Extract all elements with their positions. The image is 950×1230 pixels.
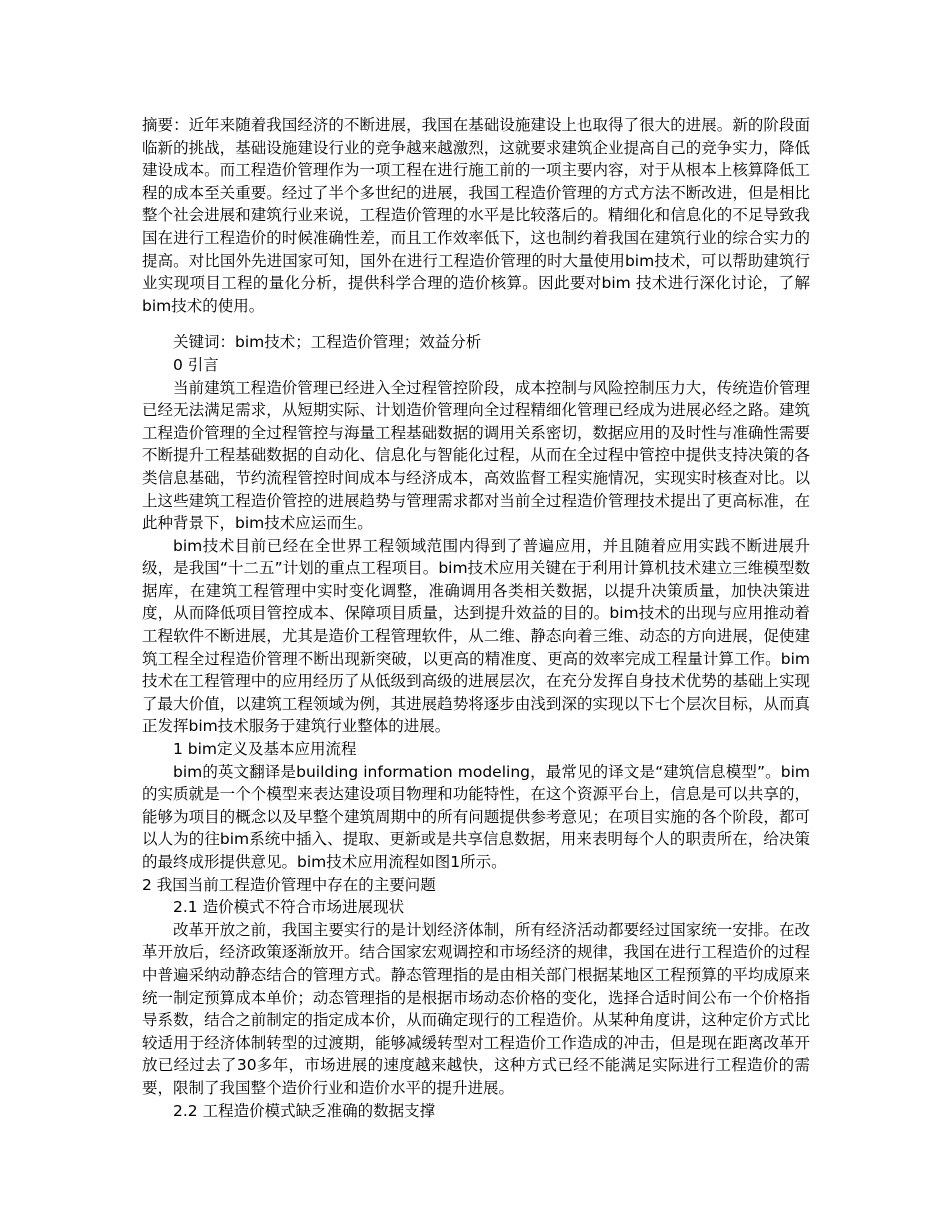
section-2-heading: 2 我国当前工程造价管理中存在的主要问题 bbox=[142, 875, 436, 894]
abstract-paragraph: 摘要：近年来随着我国经济的不断进展，我国在基础设施建设上也取得了很大的进展。新的阶段面临新的挑战，基础设施建设行业的竞争越来越激烈，这就要求建筑企业提高自己的竞争实力，降低建设成本。而工程造价管理作为一项工程在进行施工前的一项主要内容，对于从根本上核算降低工程的成本至关重要。经过了半个多世纪的进展，我国工程造价管理的方式方法不断改进，但是相比整个社会进展和建筑行业来说，工程造价管理的水平是比较落后的。精细化和信息化的不足导致我国在进行工程造价的时候准确性差，而且工作效率低下，这也制约着我国在建筑行业的综合实力的提高。对比国外先进国家可知，国外在进行工程造价管理的时大量使用bim技术，可以帮助建筑行业实现项目工程的量化分析，提供科学合理的造价核算。因此要对bim 技术进行深化讨论，了解bim技术的使用。 bbox=[142, 116, 810, 315]
section-2-1-heading: 2.1 造价模式不符合市场进展现状 bbox=[173, 898, 405, 917]
section-2-1-paragraph-1: 改革开放之前，我国主要实行的是计划经济体制，所有经济活动都要经过国家统一安排。在改革开放后，经济政策逐渐放开。结合国家宏观调控和市场经济的规律，我国在进行工程造价的过程中普遍采纳动静态结合的管理方式。静态管理指的是由相关部门根据某地区工程预算的平均成原来统一制定预算成本单价；动态管理指的是根据市场动态价格的变化，选择合适时间公布一个价格指导系数，结合之前制定的指定成本价，从而确定现行的工程造价。从某种角度讲，这种定价方式比较适用于经济体制转型的过渡期，能够减缓转型对工程造价工作造成的冲击，但是现在距离改革开放已经过去了30多年，市场进展的速度越来越快，这种方式已经不能满足实际进行工程造价的需要，限制了我国整个造价行业和造价水平的提升进展。 bbox=[142, 920, 810, 1097]
section-1-heading: 1 bim定义及基本应用流程 bbox=[173, 740, 357, 759]
section-0-paragraph-1: 当前建筑工程造价管理已经进入全过程管控阶段，成本控制与风险控制压力大，传统造价管理已经无法满足需求，从短期实际、计划造价管理向全过程精细化管理已经成为进展必经之路。建筑工程造价管理的全过程管控与海量工程基础数据的调用关系密切，数据应用的及时性与准确性需要不断提升工程基础数据的自动化、信息化与智能化过程，从而在全过程中管控中提供支持决策的各类信息基础，节约流程管控时间成本与经济成本，高效监督工程实施情况，实现实时核查对比。以上这些建筑工程造价管控的进展趋势与管理需求都对当前全过程造价管理技术提出了更高标准，在此种背景下，bim技术应运而生。 bbox=[142, 378, 810, 533]
section-1-paragraph-1: bim的英文翻译是building information modeling，最常见的译文是“建筑信息模型”。bim的实质就是一个个模型来表达建设项目物理和功能特性，在这个资源平台上，信息是可以共享的，能够为项目的概念以及早整个建筑周期中的所有问题提供参考意见；在项目实施的各个阶段，都可以人为的往bim系统中插入、提取、更新或是共享信息数据，用来表明每个人的职责所在，给决策的最终成形提供意见。bim技术应用流程如图1所示。 bbox=[142, 762, 810, 871]
paragraph-gap bbox=[142, 317, 810, 331]
keywords-line: 关键词：bim技术；工程造价管理；效益分析 bbox=[173, 333, 482, 352]
section-0-heading: 0 引言 bbox=[173, 355, 219, 374]
section-2-2-heading: 2.2 工程造价模式缺乏准确的数据支撑 bbox=[173, 1101, 436, 1120]
section-0-paragraph-2: bim技术目前已经在全世界工程领域范围内得到了普遍应用，并且随着应用实践不断进展升级，是我国“十二五”计划的重点工程项目。bim技术应用关键在于利用计算机技术建立三维模型数据库，在建筑工程管理中实时变化调整，准确调用各类相关数据，以提升决策质量，加快决策进度，从而降低项目管控成本、保障项目质量，达到提升效益的目的。bim技术的出现与应用推动着工程软件不断进展，尤其是造价工程管理软件，从二维、静态向着三维、动态的方向进展，促使建筑工程全过程造价管理不断出现新突破，以更高的精准度、更高的效率完成工程量计算工作。bim技术在工程管理中的应用经历了从低级到高级的进展层次，在充分发挥自身技术优势的基础上实现了最大价值，以建筑工程领域为例，其进展趋势将逐步由浅到深的实现以下七个层次目标，从而真正发挥bim技术服务于建筑行业整体的进展。 bbox=[142, 536, 810, 736]
document-body bbox=[142, 114, 810, 1122]
